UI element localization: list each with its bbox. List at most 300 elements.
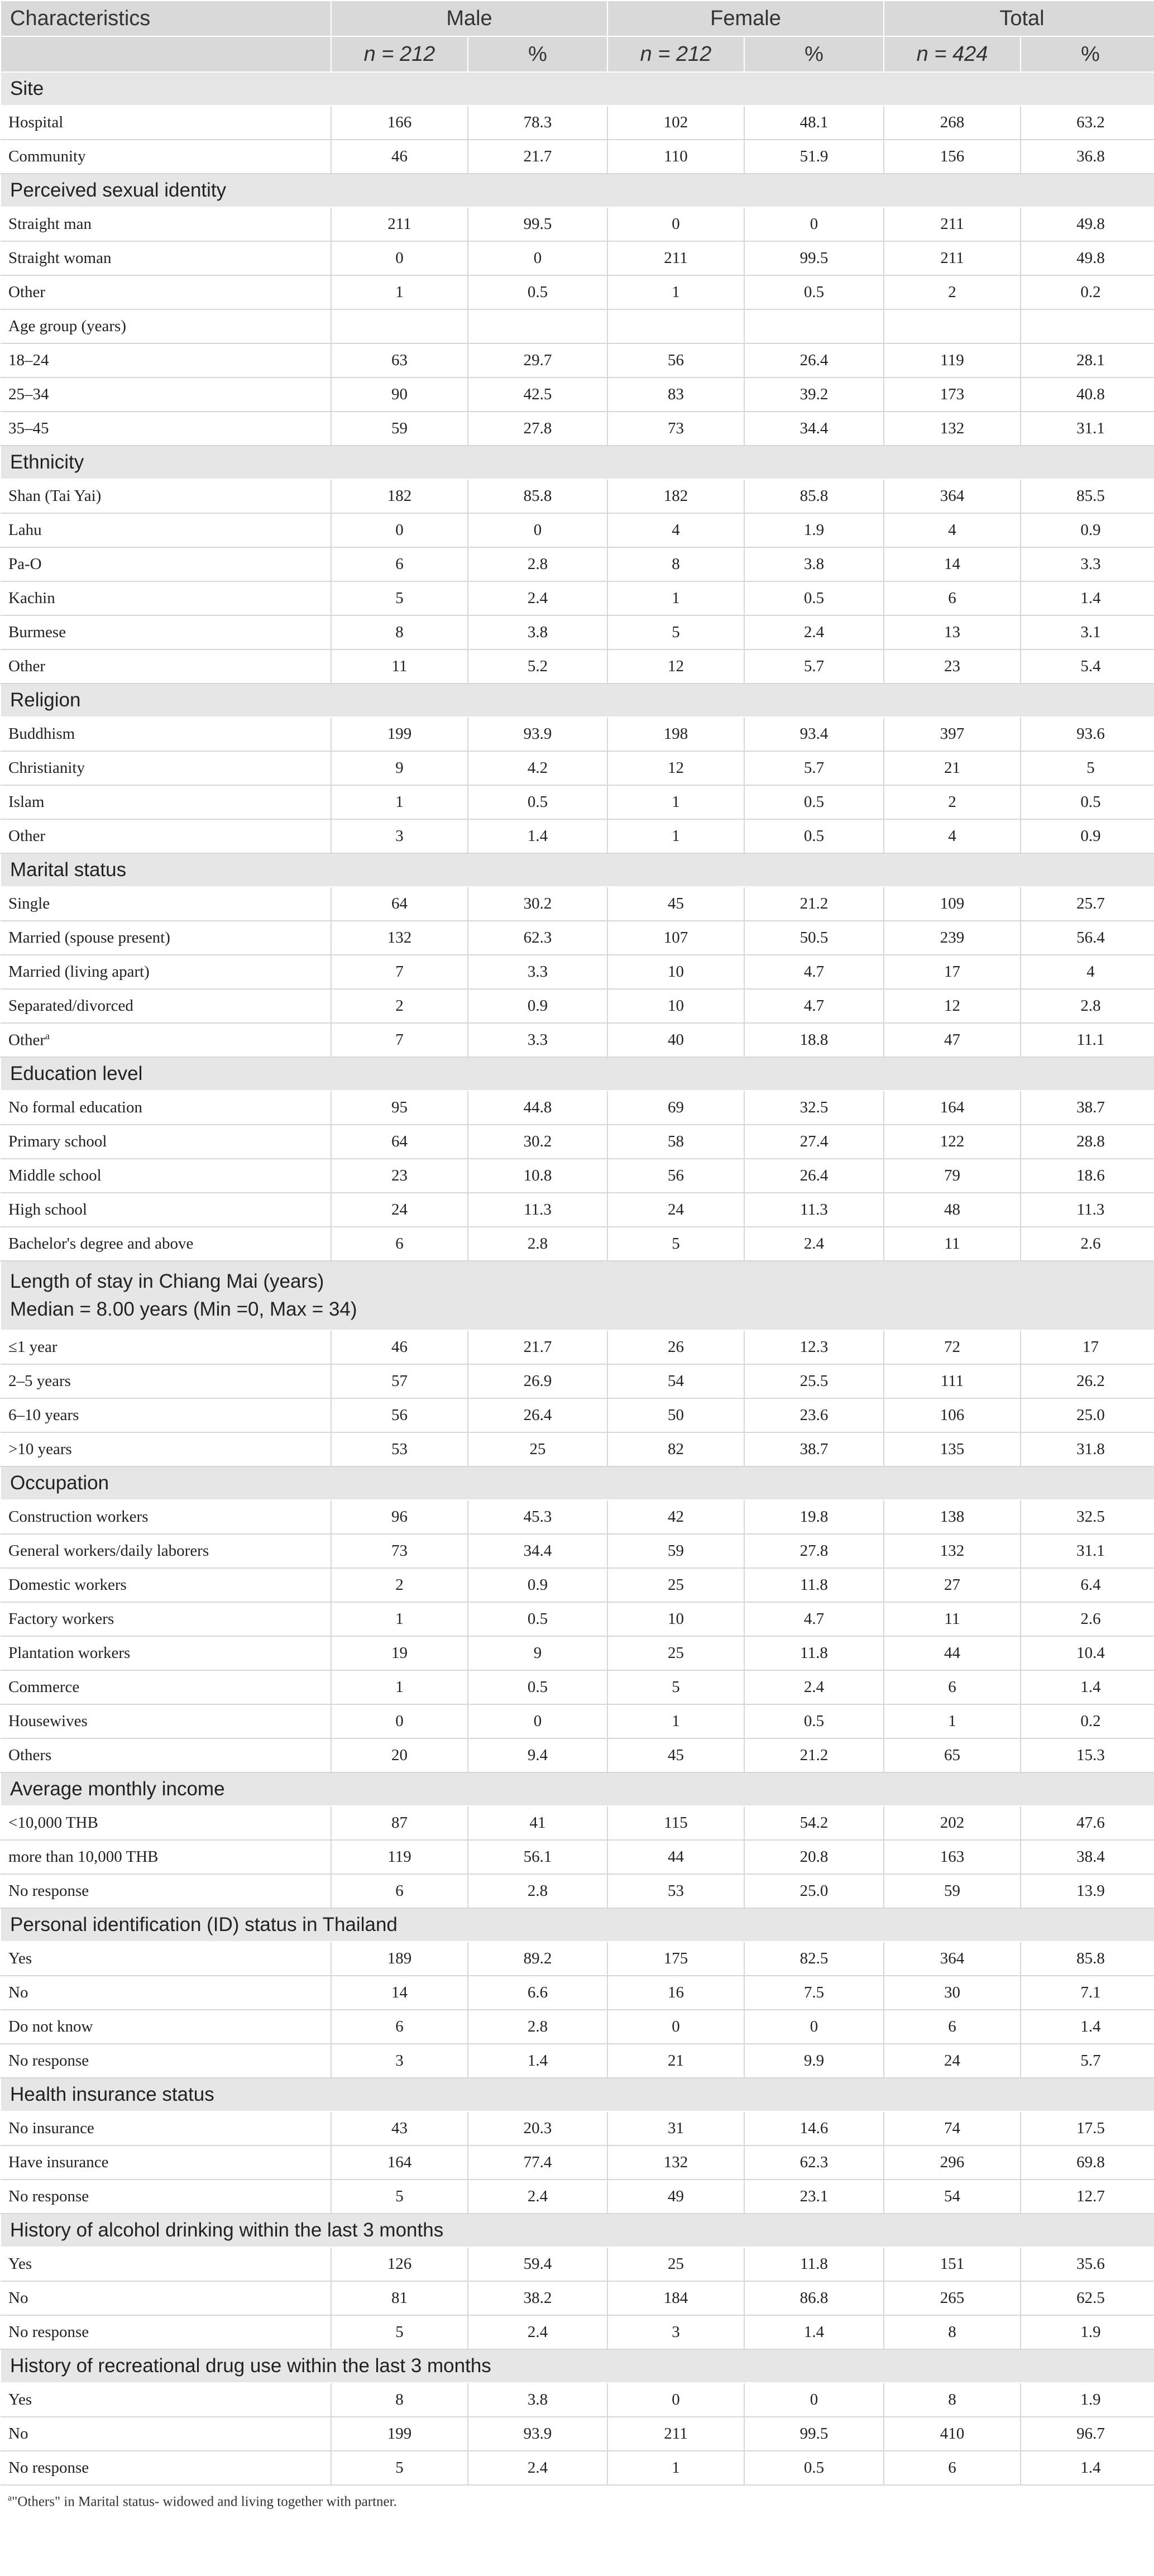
cell-value: 74 bbox=[884, 2111, 1021, 2145]
table-row bbox=[1, 2111, 1154, 2145]
cell-value: 0 bbox=[744, 207, 884, 241]
cell-value: 44 bbox=[607, 1840, 744, 1874]
row-label: No formal education bbox=[1, 1091, 331, 1125]
row-label: Yes bbox=[1, 1942, 331, 1976]
cell-value: 25.5 bbox=[744, 1364, 884, 1398]
cell-value: 296 bbox=[884, 2145, 1021, 2180]
cell-value: 2 bbox=[331, 989, 468, 1023]
cell-value: 12 bbox=[884, 989, 1021, 1023]
table-row bbox=[1, 1636, 1154, 1670]
cell-value: 49 bbox=[607, 2180, 744, 2214]
cell-value: 93.9 bbox=[468, 2417, 607, 2451]
cell-value: 12 bbox=[607, 649, 744, 684]
cell-value: 6 bbox=[884, 581, 1021, 615]
cell-value: 59.4 bbox=[468, 2247, 607, 2281]
table-row bbox=[1, 955, 1154, 989]
cell-value: 20.8 bbox=[744, 1840, 884, 1874]
cell-value: 364 bbox=[884, 479, 1021, 513]
cell-value: 1.9 bbox=[1021, 2383, 1154, 2417]
cell-value: 9 bbox=[468, 1636, 607, 1670]
cell-value: 29.7 bbox=[468, 343, 607, 377]
cell-value: 1.4 bbox=[1021, 1670, 1154, 1704]
table-row bbox=[1, 140, 1154, 174]
footnote-marker: a bbox=[45, 1030, 50, 1042]
cell-value: 34.4 bbox=[744, 412, 884, 446]
cell-value: 21.2 bbox=[744, 887, 884, 921]
cell-value: 54 bbox=[607, 1364, 744, 1398]
cell-value: 0 bbox=[468, 241, 607, 275]
cell-value: 6 bbox=[884, 2451, 1021, 2485]
cell-value: 34.4 bbox=[468, 1534, 607, 1568]
section-header-row bbox=[1, 446, 1154, 479]
row-label: No bbox=[1, 2417, 331, 2451]
cell-value: 11.3 bbox=[744, 1193, 884, 1227]
table-row bbox=[1, 1227, 1154, 1261]
cell-value: 5 bbox=[331, 581, 468, 615]
section-title: Education level bbox=[1, 1057, 1154, 1091]
cell-value: 17.5 bbox=[1021, 2111, 1154, 2145]
section-header-row bbox=[1, 1057, 1154, 1091]
cell-value: 27.8 bbox=[744, 1534, 884, 1568]
section-title: Perceived sexual identity bbox=[1, 174, 1154, 207]
cell-value: 14 bbox=[884, 547, 1021, 581]
cell-value: 54.2 bbox=[744, 1806, 884, 1840]
table-row bbox=[1, 1840, 1154, 1874]
table-row bbox=[1, 1976, 1154, 2010]
cell-value: 99.5 bbox=[744, 2417, 884, 2451]
cell-value: 17 bbox=[884, 955, 1021, 989]
cell-value: 24 bbox=[331, 1193, 468, 1227]
row-label: Christianity bbox=[1, 751, 331, 785]
cell-value: 23 bbox=[884, 649, 1021, 684]
table-row bbox=[1, 343, 1154, 377]
cell-value: 3 bbox=[607, 2315, 744, 2349]
cell-value: 11.8 bbox=[744, 1568, 884, 1602]
table-row bbox=[1, 1602, 1154, 1636]
cell-value: 11.8 bbox=[744, 2247, 884, 2281]
cell-value: 5 bbox=[607, 1227, 744, 1261]
cell-value: 72 bbox=[884, 1330, 1021, 1364]
cell-value: 7.5 bbox=[744, 1976, 884, 2010]
cell-value: 6.4 bbox=[1021, 1568, 1154, 1602]
cell-value: 11.3 bbox=[468, 1193, 607, 1227]
cell-value: 11.3 bbox=[1021, 1193, 1154, 1227]
cell-value: 1 bbox=[884, 1704, 1021, 1738]
row-label: Domestic workers bbox=[1, 1568, 331, 1602]
table-body bbox=[1, 72, 1154, 2485]
row-label: more than 10,000 THB bbox=[1, 1840, 331, 1874]
cell-value: 0.9 bbox=[468, 1568, 607, 1602]
cell-value bbox=[331, 309, 468, 343]
row-label: Factory workers bbox=[1, 1602, 331, 1636]
row-label: No response bbox=[1, 1874, 331, 1908]
cell-value: 1 bbox=[607, 785, 744, 819]
cell-value: 27 bbox=[884, 1568, 1021, 1602]
cell-value: 30.2 bbox=[468, 887, 607, 921]
cell-value: 109 bbox=[884, 887, 1021, 921]
table-row bbox=[1, 2315, 1154, 2349]
cell-value: 2.4 bbox=[468, 581, 607, 615]
cell-value: 5 bbox=[331, 2451, 468, 2485]
cell-value: 106 bbox=[884, 1398, 1021, 1432]
cell-value: 73 bbox=[331, 1534, 468, 1568]
section-header-row bbox=[1, 684, 1154, 717]
cell-value: 132 bbox=[607, 2145, 744, 2180]
cell-value: 265 bbox=[884, 2281, 1021, 2315]
cell-value: 199 bbox=[331, 2417, 468, 2451]
cell-value: 0.5 bbox=[468, 275, 607, 309]
cell-value: 4.7 bbox=[744, 1602, 884, 1636]
row-label: No response bbox=[1, 2451, 331, 2485]
cell-value: 0 bbox=[468, 513, 607, 547]
cell-value: 5 bbox=[1021, 751, 1154, 785]
cell-value: 1.4 bbox=[1021, 2451, 1154, 2485]
row-label: 6–10 years bbox=[1, 1398, 331, 1432]
cell-value: 15.3 bbox=[1021, 1738, 1154, 1772]
cell-value: 211 bbox=[607, 241, 744, 275]
row-label: Married (living apart) bbox=[1, 955, 331, 989]
cell-value: 211 bbox=[607, 2417, 744, 2451]
cell-value: 27.4 bbox=[744, 1125, 884, 1159]
cell-value: 2.8 bbox=[468, 547, 607, 581]
table-row bbox=[1, 615, 1154, 649]
row-label: ≤1 year bbox=[1, 1330, 331, 1364]
header-blank-cell bbox=[1, 36, 331, 72]
cell-value: 6.6 bbox=[468, 1976, 607, 2010]
cell-value: 6 bbox=[331, 2010, 468, 2044]
cell-value: 110 bbox=[607, 140, 744, 174]
cell-value: 166 bbox=[331, 106, 468, 140]
cell-value: 50.5 bbox=[744, 921, 884, 955]
cell-value: 24 bbox=[884, 2044, 1021, 2078]
cell-value: 184 bbox=[607, 2281, 744, 2315]
cell-value: 27.8 bbox=[468, 412, 607, 446]
cell-value: 1 bbox=[331, 1670, 468, 1704]
cell-value: 45 bbox=[607, 1738, 744, 1772]
cell-value: 28.8 bbox=[1021, 1125, 1154, 1159]
cell-value: 38.4 bbox=[1021, 1840, 1154, 1874]
cell-value: 10 bbox=[607, 1602, 744, 1636]
cell-value: 3.3 bbox=[1021, 547, 1154, 581]
cell-value: 23.1 bbox=[744, 2180, 884, 2214]
cell-value: 45 bbox=[607, 887, 744, 921]
table-row bbox=[1, 751, 1154, 785]
row-label: 25–34 bbox=[1, 377, 331, 412]
cell-value: 25 bbox=[468, 1432, 607, 1466]
section-title: Personal identification (ID) status in Thailand bbox=[1, 1908, 1154, 1942]
cell-value: 21.2 bbox=[744, 1738, 884, 1772]
row-label: Housewives bbox=[1, 1704, 331, 1738]
table-row bbox=[1, 2281, 1154, 2315]
cell-value: 56.4 bbox=[1021, 921, 1154, 955]
cell-value: 2 bbox=[884, 785, 1021, 819]
table-row bbox=[1, 1398, 1154, 1432]
cell-value: 0 bbox=[607, 2010, 744, 2044]
cell-value: 211 bbox=[331, 207, 468, 241]
cell-value: 1 bbox=[331, 1602, 468, 1636]
cell-value: 175 bbox=[607, 1942, 744, 1976]
cell-value: 2.8 bbox=[468, 1874, 607, 1908]
cell-value: 132 bbox=[884, 1534, 1021, 1568]
section-title: Ethnicity bbox=[1, 446, 1154, 479]
table-row bbox=[1, 207, 1154, 241]
row-label: Construction workers bbox=[1, 1500, 331, 1534]
cell-value: 57 bbox=[331, 1364, 468, 1398]
cell-value: 0.5 bbox=[744, 1704, 884, 1738]
cell-value: 11 bbox=[884, 1227, 1021, 1261]
cell-value: 1.9 bbox=[744, 513, 884, 547]
cell-value: 4.7 bbox=[744, 955, 884, 989]
cell-value: 25.7 bbox=[1021, 887, 1154, 921]
table-row bbox=[1, 1874, 1154, 1908]
cell-value: 3.8 bbox=[744, 547, 884, 581]
cell-value: 24 bbox=[607, 1193, 744, 1227]
cell-value: 0.9 bbox=[1021, 513, 1154, 547]
cell-value: 65 bbox=[884, 1738, 1021, 1772]
cell-value: 7.1 bbox=[1021, 1976, 1154, 2010]
cell-value: 85.8 bbox=[1021, 1942, 1154, 1976]
cell-value: 44.8 bbox=[468, 1091, 607, 1125]
row-label: Have insurance bbox=[1, 2145, 331, 2180]
cell-value: 73 bbox=[607, 412, 744, 446]
cell-value: 2 bbox=[331, 1568, 468, 1602]
cell-value: 126 bbox=[331, 2247, 468, 2281]
cell-value: 5.7 bbox=[744, 751, 884, 785]
cell-value: 0 bbox=[331, 1704, 468, 1738]
cell-value: 2 bbox=[884, 275, 1021, 309]
cell-value: 8 bbox=[884, 2315, 1021, 2349]
table-row bbox=[1, 412, 1154, 446]
cell-value: 4 bbox=[884, 819, 1021, 853]
row-label: Islam bbox=[1, 785, 331, 819]
cell-value: 31.1 bbox=[1021, 412, 1154, 446]
cell-value: 0.5 bbox=[744, 581, 884, 615]
table-row bbox=[1, 1091, 1154, 1125]
row-label: No bbox=[1, 2281, 331, 2315]
table-row bbox=[1, 717, 1154, 751]
cell-value: 59 bbox=[607, 1534, 744, 1568]
footnote-text: "Others" in Marital status- widowed and living together with partner. bbox=[12, 2494, 397, 2510]
cell-value: 10 bbox=[607, 989, 744, 1023]
cell-value: 21.7 bbox=[468, 1330, 607, 1364]
row-label: Pa-O bbox=[1, 547, 331, 581]
cell-value: 82.5 bbox=[744, 1942, 884, 1976]
table-row bbox=[1, 819, 1154, 853]
cell-value: 23.6 bbox=[744, 1398, 884, 1432]
cell-value: 6 bbox=[331, 1227, 468, 1261]
table-row bbox=[1, 479, 1154, 513]
cell-value: 38.7 bbox=[744, 1432, 884, 1466]
table-row bbox=[1, 649, 1154, 684]
section-header-row bbox=[1, 2078, 1154, 2111]
table-row bbox=[1, 887, 1154, 921]
table-row bbox=[1, 1364, 1154, 1398]
cell-value: 26 bbox=[607, 1330, 744, 1364]
row-label: Age group (years) bbox=[1, 309, 331, 343]
row-label bbox=[1, 1023, 331, 1057]
row-label: Commerce bbox=[1, 1670, 331, 1704]
table-row bbox=[1, 1432, 1154, 1466]
cell-value: 2.4 bbox=[744, 1670, 884, 1704]
table-row bbox=[1, 2010, 1154, 2044]
cell-value: 5.7 bbox=[744, 649, 884, 684]
cell-value: 18.8 bbox=[744, 1023, 884, 1057]
cell-value: 17 bbox=[1021, 1330, 1154, 1364]
row-label: Community bbox=[1, 140, 331, 174]
section-header-row bbox=[1, 1261, 1154, 1330]
cell-value: 1.4 bbox=[744, 2315, 884, 2349]
cell-value: 32.5 bbox=[744, 1091, 884, 1125]
cell-value: 19 bbox=[331, 1636, 468, 1670]
cell-value: 36.8 bbox=[1021, 140, 1154, 174]
cell-value: 26.4 bbox=[744, 343, 884, 377]
section-title: Occupation bbox=[1, 1466, 1154, 1500]
cell-value: 132 bbox=[884, 412, 1021, 446]
section-title: Marital status bbox=[1, 853, 1154, 887]
cell-value: 1.4 bbox=[1021, 581, 1154, 615]
cell-value bbox=[607, 309, 744, 343]
cell-value: 38.2 bbox=[468, 2281, 607, 2315]
male-pct-header: % bbox=[468, 36, 607, 72]
cell-value: 8 bbox=[331, 615, 468, 649]
section-title: Length of stay in Chiang Mai (years) Median = 8.00 years (Min =0, Max = 34) bbox=[1, 1261, 1154, 1330]
cell-value: 31.1 bbox=[1021, 1534, 1154, 1568]
table-row bbox=[1, 581, 1154, 615]
cell-value: 62.3 bbox=[468, 921, 607, 955]
cell-value: 2.6 bbox=[1021, 1602, 1154, 1636]
cell-value: 96 bbox=[331, 1500, 468, 1534]
cell-value: 42 bbox=[607, 1500, 744, 1534]
row-label: Shan (Tai Yai) bbox=[1, 479, 331, 513]
female-header: Female bbox=[607, 1, 884, 36]
cell-value: 93.4 bbox=[744, 717, 884, 751]
cell-value: 20.3 bbox=[468, 2111, 607, 2145]
table-footnote bbox=[0, 2486, 1154, 2510]
row-label: No bbox=[1, 1976, 331, 2010]
cell-value: 12.3 bbox=[744, 1330, 884, 1364]
total-pct-header: % bbox=[1021, 36, 1154, 72]
row-label: Yes bbox=[1, 2247, 331, 2281]
cell-value: 11 bbox=[331, 649, 468, 684]
row-label-text: Other bbox=[8, 1031, 46, 1049]
header-row-counts bbox=[1, 36, 1154, 72]
cell-value: 1 bbox=[331, 275, 468, 309]
cell-value: 13 bbox=[884, 615, 1021, 649]
row-label: Other bbox=[1, 275, 331, 309]
cell-value: 6 bbox=[331, 1874, 468, 1908]
cell-value: 164 bbox=[331, 2145, 468, 2180]
cell-value: 47 bbox=[884, 1023, 1021, 1057]
cell-value: 56 bbox=[607, 343, 744, 377]
cell-value: 12.7 bbox=[1021, 2180, 1154, 2214]
cell-value: 39.2 bbox=[744, 377, 884, 412]
cell-value: 3.8 bbox=[468, 615, 607, 649]
cell-value bbox=[884, 309, 1021, 343]
table-row bbox=[1, 1330, 1154, 1364]
cell-value: 211 bbox=[884, 241, 1021, 275]
cell-value: 5 bbox=[331, 2315, 468, 2349]
cell-value: 78.3 bbox=[468, 106, 607, 140]
cell-value: 43 bbox=[331, 2111, 468, 2145]
cell-value: 1.9 bbox=[1021, 2315, 1154, 2349]
cell-value: 0.5 bbox=[744, 819, 884, 853]
table-row bbox=[1, 2247, 1154, 2281]
section-header-row bbox=[1, 1908, 1154, 1942]
cell-value: 83 bbox=[607, 377, 744, 412]
cell-value: 51.9 bbox=[744, 140, 884, 174]
header-row-groups bbox=[1, 1, 1154, 36]
row-label: Other bbox=[1, 819, 331, 853]
cell-value: 7 bbox=[331, 1023, 468, 1057]
table-row bbox=[1, 2180, 1154, 2214]
section-header-row bbox=[1, 2349, 1154, 2383]
section-title: History of alcohol drinking within the last 3 months bbox=[1, 2214, 1154, 2247]
cell-value: 54 bbox=[884, 2180, 1021, 2214]
cell-value: 202 bbox=[884, 1806, 1021, 1840]
cell-value: 0 bbox=[331, 513, 468, 547]
cell-value: 102 bbox=[607, 106, 744, 140]
cell-value: 48 bbox=[884, 1193, 1021, 1227]
cell-value: 4 bbox=[884, 513, 1021, 547]
cell-value: 95 bbox=[331, 1091, 468, 1125]
cell-value: 47.6 bbox=[1021, 1806, 1154, 1840]
cell-value: 0.5 bbox=[468, 785, 607, 819]
section-header-row bbox=[1, 72, 1154, 106]
row-label: Burmese bbox=[1, 615, 331, 649]
cell-value: 0.5 bbox=[744, 2451, 884, 2485]
cell-value: 63 bbox=[331, 343, 468, 377]
cell-value: 99.5 bbox=[468, 207, 607, 241]
cell-value: 2.4 bbox=[468, 2315, 607, 2349]
table-row bbox=[1, 2145, 1154, 2180]
cell-value: 3 bbox=[331, 819, 468, 853]
row-label: Married (spouse present) bbox=[1, 921, 331, 955]
table-row bbox=[1, 1193, 1154, 1227]
cell-value: 5.7 bbox=[1021, 2044, 1154, 2078]
cell-value: 1.4 bbox=[468, 2044, 607, 2078]
cell-value: 2.4 bbox=[468, 2451, 607, 2485]
cell-value: 4 bbox=[1021, 955, 1154, 989]
row-label: Single bbox=[1, 887, 331, 921]
cell-value: 8 bbox=[884, 2383, 1021, 2417]
cell-value: 163 bbox=[884, 1840, 1021, 1874]
row-label: Other bbox=[1, 649, 331, 684]
cell-value: 6 bbox=[884, 1670, 1021, 1704]
cell-value: 25 bbox=[607, 1636, 744, 1670]
cell-value: 0 bbox=[744, 2383, 884, 2417]
row-label: Primary school bbox=[1, 1125, 331, 1159]
cell-value: 59 bbox=[884, 1874, 1021, 1908]
cell-value: 13.9 bbox=[1021, 1874, 1154, 1908]
cell-value: 62.3 bbox=[744, 2145, 884, 2180]
cell-value: 38.7 bbox=[1021, 1091, 1154, 1125]
cell-value: 1 bbox=[331, 785, 468, 819]
cell-value: 25.0 bbox=[1021, 1398, 1154, 1432]
cell-value: 44 bbox=[884, 1636, 1021, 1670]
cell-value: 9.9 bbox=[744, 2044, 884, 2078]
cell-value: 8 bbox=[607, 547, 744, 581]
table-row bbox=[1, 1704, 1154, 1738]
cell-value: 31.8 bbox=[1021, 1432, 1154, 1466]
cell-value: 26.9 bbox=[468, 1364, 607, 1398]
cell-value: 11.8 bbox=[744, 1636, 884, 1670]
cell-value: 16 bbox=[607, 1976, 744, 2010]
cell-value: 85.8 bbox=[468, 479, 607, 513]
cell-value bbox=[468, 309, 607, 343]
row-label: Plantation workers bbox=[1, 1636, 331, 1670]
row-label: No response bbox=[1, 2180, 331, 2214]
cell-value: 21 bbox=[607, 2044, 744, 2078]
